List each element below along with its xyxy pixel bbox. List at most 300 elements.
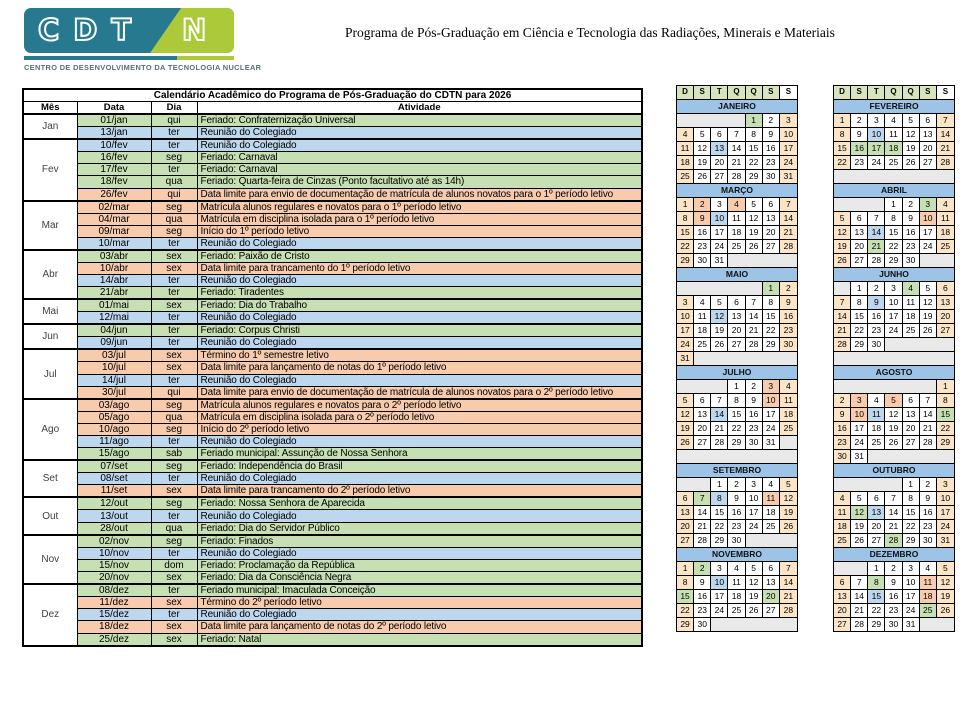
- weekday-cell: ter: [151, 237, 197, 250]
- day-cell: 17: [711, 226, 728, 239]
- calendar-week-row: [676, 436, 798, 450]
- day-cell: 8: [937, 394, 954, 407]
- day-cell: 17: [868, 142, 885, 155]
- weekday-cell: qui: [151, 386, 197, 399]
- weekday-cell: sex: [151, 299, 197, 312]
- day-cell: 27: [711, 170, 728, 183]
- event-row: [23, 522, 642, 535]
- calendar-week-row: [833, 254, 955, 268]
- day-cell: 4: [694, 296, 711, 309]
- weekday-cell: ter: [151, 275, 197, 287]
- day-cell: 25: [728, 604, 745, 617]
- event-row: [23, 386, 642, 399]
- day-cell: 28: [868, 254, 885, 267]
- weekday-cell: qua: [151, 411, 197, 423]
- weekday-header-row: [676, 86, 798, 100]
- day-cell: 7: [834, 296, 851, 309]
- month-banner: JANEIRO: [677, 100, 797, 113]
- day-cell: 25: [937, 240, 954, 253]
- day-cell: 17: [920, 226, 937, 239]
- day-cell: 23: [885, 604, 902, 617]
- date-cell: 10/fev: [77, 139, 151, 152]
- day-cell: 8: [903, 492, 920, 505]
- day-cell: 11: [885, 128, 902, 141]
- calendar-week-row: [676, 338, 798, 352]
- day-cell: 18: [834, 520, 851, 533]
- event-row: [23, 127, 642, 140]
- day-cell: 19: [694, 156, 711, 169]
- weekday-header-cell: S: [763, 86, 780, 99]
- day-cell: 13: [937, 296, 954, 309]
- empty-cell: [746, 534, 797, 547]
- empty-cell: [677, 478, 711, 491]
- weekday-cell: ter: [151, 164, 197, 176]
- day-cell: 24: [885, 324, 902, 337]
- day-cell: 12: [780, 492, 797, 505]
- day-cell: 2: [834, 394, 851, 407]
- day-cell: 16: [780, 310, 797, 323]
- day-cell: 7: [868, 212, 885, 225]
- date-cell: 01/mai: [77, 299, 151, 312]
- empty-cell: [834, 282, 851, 295]
- day-cell: 31: [903, 618, 920, 631]
- day-cell: 14: [780, 212, 797, 225]
- day-cell: 18: [868, 422, 885, 435]
- day-cell: 7: [920, 394, 937, 407]
- day-cell: 21: [711, 422, 728, 435]
- day-cell: 5: [711, 296, 728, 309]
- event-row: [23, 411, 642, 423]
- day-cell: 10: [711, 576, 728, 589]
- empty-cell: [728, 254, 797, 267]
- weekday-cell: ter: [151, 547, 197, 559]
- day-cell: 22: [885, 240, 902, 253]
- activity-cell: Feriado: Carnaval: [197, 164, 642, 176]
- day-cell: 13: [851, 226, 868, 239]
- day-cell: 29: [868, 618, 885, 631]
- day-cell: 19: [920, 310, 937, 323]
- day-cell: 31: [851, 450, 868, 463]
- calendar-week-row: [676, 618, 798, 632]
- day-cell: 3: [937, 478, 954, 491]
- activity-cell: Matrícula em disciplina isolada para o 2º período letivo: [197, 411, 642, 423]
- activity-cell: Feriado: Confraternização Universal: [197, 114, 642, 127]
- day-cell: 9: [763, 128, 780, 141]
- logo-bar: [24, 56, 234, 60]
- empty-cell: [677, 114, 746, 127]
- calendar-week-row: [676, 394, 798, 408]
- day-cell: 7: [780, 562, 797, 575]
- day-cell: 14: [780, 576, 797, 589]
- date-cell: 02/nov: [77, 535, 151, 548]
- day-cell: 5: [920, 282, 937, 295]
- month-cell: Jul: [23, 349, 77, 398]
- date-cell: 18/fev: [77, 176, 151, 188]
- date-cell: 11/ago: [77, 436, 151, 448]
- month-banner: DEZEMBRO: [834, 548, 954, 561]
- month-banner: NOVEMBRO: [677, 548, 797, 561]
- day-cell: 27: [728, 338, 745, 351]
- day-cell: 27: [920, 156, 937, 169]
- day-cell: 17: [746, 506, 763, 519]
- day-cell: 28: [746, 338, 763, 351]
- activity-cell: Reunião do Colegiado: [197, 127, 642, 140]
- event-row: [23, 374, 642, 386]
- activity-cell: Início do 2º período letivo: [197, 423, 642, 435]
- date-cell: 03/jul: [77, 349, 151, 362]
- day-cell: 1: [763, 282, 780, 295]
- day-cell: 19: [780, 506, 797, 519]
- day-cell: 26: [834, 254, 851, 267]
- month-banner: FEVEREIRO: [834, 100, 954, 113]
- month-banner-row: [676, 366, 798, 380]
- day-cell: 15: [834, 142, 851, 155]
- day-cell: 9: [920, 492, 937, 505]
- day-cell: 1: [885, 198, 902, 211]
- day-cell: 17: [763, 408, 780, 421]
- day-cell: 14: [937, 128, 954, 141]
- day-cell: 13: [834, 590, 851, 603]
- activity-cell: Feriado: Nossa Senhora de Aparecida: [197, 497, 642, 510]
- day-cell: 2: [780, 282, 797, 295]
- day-cell: 23: [694, 604, 711, 617]
- day-cell: 4: [920, 562, 937, 575]
- month-cell: Mai: [23, 299, 77, 324]
- mini-calendar-column-right: [833, 85, 955, 632]
- day-cell: 4: [728, 562, 745, 575]
- day-cell: 28: [694, 534, 711, 547]
- activity-cell: Término do 1º semestre letivo: [197, 349, 642, 362]
- calendar-week-row: [833, 114, 955, 128]
- activity-cell: Data limite para lançamento de notas do 2º período letivo: [197, 621, 642, 633]
- day-cell: 16: [920, 506, 937, 519]
- day-cell: 3: [711, 562, 728, 575]
- day-cell: 15: [677, 226, 694, 239]
- month-cell: Ago: [23, 399, 77, 461]
- cdtn-logo-mark: [24, 8, 234, 53]
- day-cell: 22: [746, 156, 763, 169]
- weekday-cell: ter: [151, 374, 197, 386]
- day-cell: 25: [728, 240, 745, 253]
- event-row: [23, 423, 642, 435]
- weekday-cell: sex: [151, 485, 197, 498]
- activity-cell: Feriado: Finados: [197, 535, 642, 548]
- day-cell: 20: [677, 520, 694, 533]
- activity-cell: Reunião do Colegiado: [197, 547, 642, 559]
- day-cell: 3: [763, 380, 780, 393]
- event-row: [23, 262, 642, 274]
- event-row: [23, 535, 642, 548]
- activity-cell: Data limite para envio de documentação de matrícula de alunos novatos para o 1º período letivo: [197, 188, 642, 201]
- date-cell: 13/out: [77, 510, 151, 522]
- weekday-cell: sex: [151, 250, 197, 263]
- day-cell: 1: [834, 114, 851, 127]
- day-cell: 8: [728, 394, 745, 407]
- day-cell: 26: [851, 534, 868, 547]
- event-row: [23, 299, 642, 312]
- day-cell: 5: [885, 394, 902, 407]
- day-cell: 1: [677, 198, 694, 211]
- day-cell: 15: [903, 506, 920, 519]
- day-cell: 16: [694, 226, 711, 239]
- day-cell: 6: [937, 282, 954, 295]
- day-cell: 27: [677, 534, 694, 547]
- day-cell: 26: [885, 436, 902, 449]
- day-cell: 16: [868, 310, 885, 323]
- day-cell: 27: [937, 324, 954, 337]
- day-cell: 21: [920, 422, 937, 435]
- event-row: [23, 287, 642, 300]
- day-cell: 12: [885, 408, 902, 421]
- activity-cell: Data limite para trancamento do 2º período letivo: [197, 485, 642, 498]
- day-cell: 20: [763, 590, 780, 603]
- event-row: [23, 213, 642, 225]
- day-cell: 19: [746, 226, 763, 239]
- event-row: [23, 349, 642, 362]
- empty-cell: [780, 436, 797, 449]
- event-row: [23, 312, 642, 325]
- day-cell: 27: [694, 436, 711, 449]
- date-cell: 02/mar: [77, 201, 151, 214]
- day-cell: 23: [780, 324, 797, 337]
- day-cell: 25: [868, 436, 885, 449]
- day-cell: 9: [694, 212, 711, 225]
- day-cell: 10: [920, 212, 937, 225]
- calendar-week-row: [833, 576, 955, 590]
- calendar-week-row: [833, 198, 955, 212]
- day-cell: 1: [851, 282, 868, 295]
- day-cell: 8: [746, 128, 763, 141]
- month-cell: Jun: [23, 324, 77, 349]
- event-row: [23, 152, 642, 164]
- day-cell: 12: [903, 128, 920, 141]
- event-row: [23, 337, 642, 350]
- date-cell: 08/set: [77, 473, 151, 485]
- activity-cell: Feriado: Tiradentes: [197, 287, 642, 300]
- day-cell: 13: [677, 506, 694, 519]
- day-cell: 4: [903, 282, 920, 295]
- day-cell: 12: [851, 506, 868, 519]
- activity-cell: Feriado municipal: Imaculada Conceição: [197, 584, 642, 597]
- day-cell: 16: [728, 506, 745, 519]
- day-cell: 24: [868, 156, 885, 169]
- weekday-cell: ter: [151, 127, 197, 140]
- day-cell: 23: [834, 436, 851, 449]
- weekday-header-cell: S: [694, 86, 711, 99]
- calendar-week-row: [676, 506, 798, 520]
- day-cell: 16: [885, 590, 902, 603]
- month-banner-row: [676, 464, 798, 478]
- month-cell: Nov: [23, 535, 77, 584]
- day-cell: 21: [868, 240, 885, 253]
- day-cell: 14: [728, 142, 745, 155]
- calendar-filler-row: [833, 352, 955, 366]
- date-cell: 25/dez: [77, 633, 151, 646]
- empty-cell: [677, 450, 797, 463]
- day-cell: 19: [834, 240, 851, 253]
- empty-cell: [885, 338, 954, 351]
- event-row: [23, 139, 642, 152]
- day-cell: 21: [780, 590, 797, 603]
- day-cell: 25: [677, 170, 694, 183]
- day-cell: 7: [885, 492, 902, 505]
- date-cell: 26/fev: [77, 188, 151, 201]
- day-cell: 26: [937, 604, 954, 617]
- day-cell: 13: [920, 128, 937, 141]
- day-cell: 2: [851, 114, 868, 127]
- empty-cell: [834, 478, 903, 491]
- day-cell: 17: [885, 310, 902, 323]
- day-cell: 31: [937, 534, 954, 547]
- calendar-week-row: [833, 436, 955, 450]
- month-banner: JUNHO: [834, 268, 954, 281]
- day-cell: 10: [746, 492, 763, 505]
- day-cell: 14: [920, 408, 937, 421]
- date-cell: 03/ago: [77, 399, 151, 412]
- weekday-cell: ter: [151, 584, 197, 597]
- date-cell: 28/out: [77, 522, 151, 535]
- day-cell: 29: [763, 338, 780, 351]
- day-cell: 21: [694, 520, 711, 533]
- day-cell: 19: [937, 590, 954, 603]
- day-cell: 28: [728, 170, 745, 183]
- day-cell: 14: [746, 310, 763, 323]
- calendar-week-row: [676, 240, 798, 254]
- day-cell: 31: [711, 254, 728, 267]
- day-cell: 8: [677, 576, 694, 589]
- day-cell: 23: [903, 240, 920, 253]
- day-cell: 22: [868, 604, 885, 617]
- day-cell: 7: [851, 576, 868, 589]
- calendar-week-row: [676, 576, 798, 590]
- day-cell: 7: [711, 394, 728, 407]
- calendar-week-row: [833, 282, 955, 296]
- calendar-week-row: [833, 310, 955, 324]
- day-cell: 29: [903, 534, 920, 547]
- calendar-week-row: [676, 422, 798, 436]
- event-row: [23, 485, 642, 498]
- activity-cell: Reunião do Colegiado: [197, 337, 642, 350]
- day-cell: 22: [728, 422, 745, 435]
- activity-cell: Feriado: Proclamação da República: [197, 559, 642, 571]
- day-cell: 3: [903, 562, 920, 575]
- weekday-cell: seg: [151, 423, 197, 435]
- weekday-header-cell: S: [937, 86, 954, 99]
- calendar-week-row: [833, 296, 955, 310]
- day-cell: 7: [694, 492, 711, 505]
- day-cell: 4: [834, 492, 851, 505]
- calendar-week-row: [676, 478, 798, 492]
- day-cell: 13: [694, 408, 711, 421]
- day-cell: 26: [711, 338, 728, 351]
- day-cell: 20: [834, 604, 851, 617]
- day-cell: 1: [728, 380, 745, 393]
- day-cell: 11: [728, 576, 745, 589]
- calendar-week-row: [676, 296, 798, 310]
- event-row: [23, 362, 642, 374]
- calendar-week-row: [833, 520, 955, 534]
- date-cell: 20/nov: [77, 572, 151, 585]
- day-cell: 31: [763, 436, 780, 449]
- day-cell: 21: [885, 520, 902, 533]
- day-cell: 16: [746, 408, 763, 421]
- day-cell: 11: [694, 310, 711, 323]
- day-cell: 15: [728, 408, 745, 421]
- day-cell: 26: [920, 324, 937, 337]
- calendar-week-row: [833, 492, 955, 506]
- day-cell: 22: [763, 324, 780, 337]
- event-row: [23, 559, 642, 571]
- date-cell: 10/mar: [77, 237, 151, 250]
- day-cell: 20: [937, 310, 954, 323]
- empty-cell: [677, 380, 728, 393]
- event-row: [23, 114, 642, 127]
- day-cell: 23: [763, 156, 780, 169]
- column-header-row: [23, 102, 642, 115]
- activity-cell: Feriado: Dia do Trabalho: [197, 299, 642, 312]
- empty-cell: [834, 170, 954, 183]
- activity-cell: Feriado: Quarta-feira de Cinzas (Ponto facultativo até as 14h): [197, 176, 642, 188]
- date-cell: 17/fev: [77, 164, 151, 176]
- day-cell: 4: [763, 478, 780, 491]
- day-cell: 2: [694, 198, 711, 211]
- day-cell: 22: [903, 520, 920, 533]
- activity-cell: Matrícula em disciplina isolada para o 1º período letivo: [197, 213, 642, 225]
- day-cell: 17: [677, 324, 694, 337]
- weekday-cell: ter: [151, 510, 197, 522]
- day-cell: 23: [728, 520, 745, 533]
- activity-cell: Feriado: Carnaval: [197, 152, 642, 164]
- month-banner-row: [676, 268, 798, 282]
- day-cell: 26: [694, 170, 711, 183]
- day-cell: 22: [834, 156, 851, 169]
- month-banner: JULHO: [677, 366, 797, 379]
- day-cell: 6: [677, 492, 694, 505]
- day-cell: 12: [937, 576, 954, 589]
- calendar-week-row: [676, 282, 798, 296]
- calendar-week-row: [833, 604, 955, 618]
- activity-cell: Feriado: Dia da Consciência Negra: [197, 572, 642, 585]
- day-cell: 11: [868, 408, 885, 421]
- date-cell: 14/jul: [77, 374, 151, 386]
- day-cell: 18: [694, 324, 711, 337]
- day-cell: 5: [834, 212, 851, 225]
- day-cell: 6: [763, 198, 780, 211]
- day-cell: 30: [834, 450, 851, 463]
- weekday-cell: sex: [151, 362, 197, 374]
- day-cell: 30: [694, 254, 711, 267]
- mini-calendar-column-left: [676, 85, 798, 632]
- event-row: [23, 572, 642, 585]
- day-cell: 25: [903, 324, 920, 337]
- month-banner-row: [676, 100, 798, 114]
- logo-bar-green: [177, 56, 234, 60]
- day-cell: 30: [885, 618, 902, 631]
- weekday-cell: ter: [151, 287, 197, 300]
- weekday-header-cell: T: [868, 86, 885, 99]
- weekday-cell: qua: [151, 522, 197, 535]
- day-cell: 10: [851, 408, 868, 421]
- day-cell: 3: [711, 198, 728, 211]
- calendar-week-row: [676, 408, 798, 422]
- date-cell: 10/abr: [77, 262, 151, 274]
- event-row: [23, 188, 642, 201]
- day-cell: 11: [780, 394, 797, 407]
- day-cell: 14: [834, 310, 851, 323]
- month-banner-row: [833, 366, 955, 380]
- day-cell: 11: [728, 212, 745, 225]
- calendar-week-row: [676, 226, 798, 240]
